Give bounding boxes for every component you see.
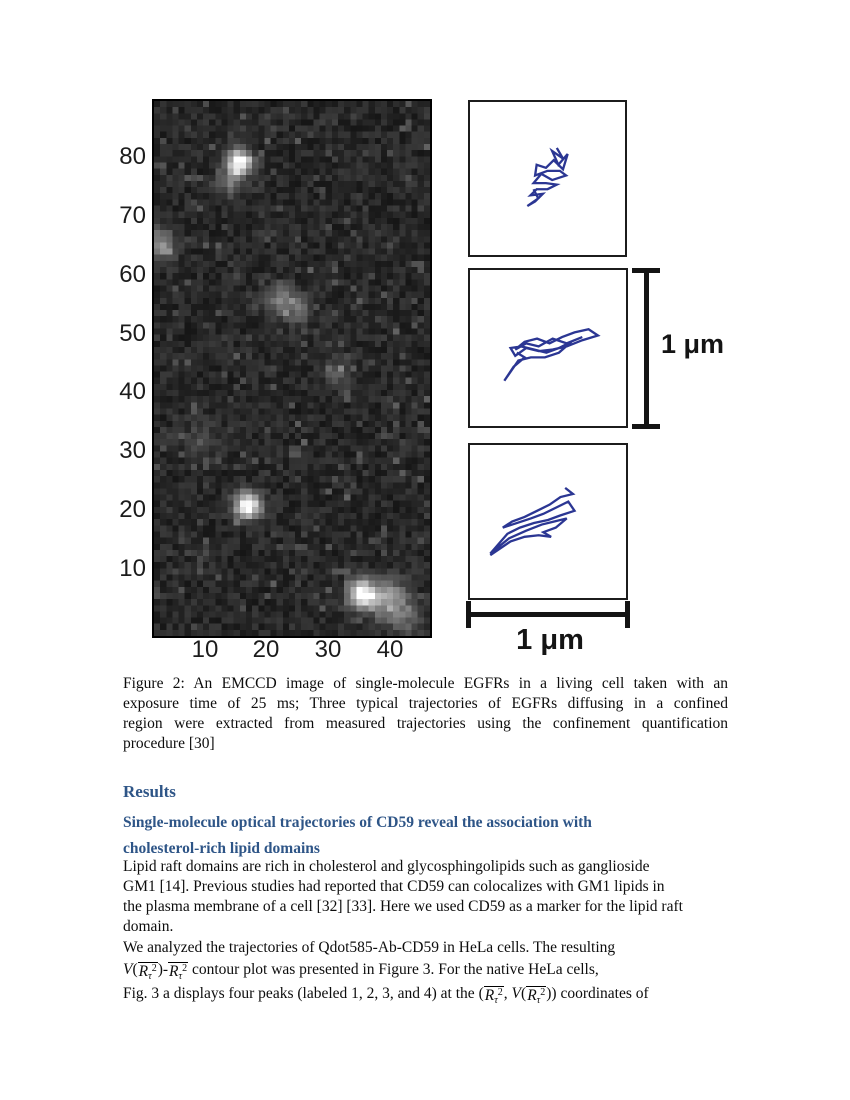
math-tau-subscript: τ <box>494 994 498 1006</box>
x-tick-20: 20 <box>252 636 280 663</box>
math-tau-subscript: τ <box>178 971 183 982</box>
y-tick-60: 60 <box>119 261 146 288</box>
trajectory-box-3 <box>468 443 628 600</box>
body-text: contour plot was presented in Figure 3. For the native HeLa cells, <box>188 961 599 978</box>
math-paren: )) <box>546 984 557 1002</box>
body-line: the plasma membrane of a cell [32] [33]. Here we used CD59 as a marker for the lipid raft <box>123 898 683 915</box>
body-line: Lipid raft domains are rich in cholesterol and glycosphingolipids such as ganglioside <box>123 858 650 875</box>
math-expression-R-tau-squared <box>168 962 188 983</box>
math-expression-R-tau-squared <box>138 962 158 983</box>
y-tick-80: 80 <box>119 143 146 170</box>
y-tick-30: 30 <box>119 437 146 464</box>
math-R: R <box>169 963 179 980</box>
scale-bar-horizontal-cap-right <box>625 601 630 628</box>
caption-line: procedure [30] <box>123 735 215 752</box>
y-tick-50: 50 <box>119 320 146 347</box>
math-paren: ( <box>132 961 138 978</box>
math-squared-superscript: 2 <box>182 963 188 974</box>
math-expression-R-tau-squared <box>484 986 504 1007</box>
math-squared-superscript: 2 <box>540 986 546 998</box>
body-line: domain. <box>123 918 174 935</box>
math-tau-subscript: τ <box>148 971 152 982</box>
math-squared-superscript: 2 <box>497 986 503 998</box>
subsection-heading-line: cholesterol-rich lipid domains <box>123 840 320 857</box>
subsection-heading-line: Single-molecule optical trajectories of CD59 reveal the association with <box>123 814 592 831</box>
scale-bar-vertical-label: 1 μm <box>661 329 725 359</box>
math-V: V <box>123 961 133 978</box>
scale-bar-horizontal <box>466 612 630 617</box>
math-R: R <box>138 963 149 980</box>
math-paren: ) <box>157 961 163 978</box>
scale-bar-vertical-cap-bottom <box>632 424 660 429</box>
trajectory-box-1 <box>468 100 627 257</box>
emccd-image <box>152 99 432 638</box>
subsection-heading <box>123 810 592 862</box>
math-V: V <box>511 984 522 1002</box>
x-tick-10: 10 <box>191 636 219 663</box>
body-line <box>123 983 649 1007</box>
body-line <box>123 959 649 983</box>
caption-line: exposure time of 25 ms; Three typical trajectories of EGFRs diffusing in a confined <box>123 695 728 712</box>
x-tick-30: 30 <box>314 636 342 663</box>
scale-bar-horizontal-label: 1 μm <box>516 624 584 656</box>
trajectory-path-1 <box>527 148 567 206</box>
body-paragraph-2 <box>123 937 649 1006</box>
math-expression-R-tau-squared <box>526 986 546 1007</box>
body-text: coordinates of <box>556 984 649 1002</box>
body-line: GM1 [14]. Previous studies had reported that CD59 can colocalizes with GM1 lipids in <box>123 878 665 895</box>
body-line: We analyzed the trajectories of Qdot585-Ab-CD59 in HeLa cells. The resulting <box>123 939 616 956</box>
trajectory-path-3 <box>490 488 574 555</box>
math-minus: - <box>162 961 169 978</box>
body-text: Fig. 3 a displays four peaks (labeled 1, 2, 3, and 4) at the <box>123 984 479 1002</box>
body-paragraph-1 <box>123 857 683 937</box>
y-tick-70: 70 <box>119 202 146 229</box>
y-tick-40: 40 <box>119 378 146 405</box>
y-tick-10: 10 <box>119 555 146 582</box>
math-squared-superscript: 2 <box>151 963 157 974</box>
trajectory-box-2 <box>468 268 628 428</box>
x-tick-40: 40 <box>376 636 404 663</box>
scale-bar-vertical <box>644 268 649 429</box>
math-R: R <box>484 986 495 1004</box>
trajectory-path-2 <box>504 329 598 380</box>
math-tau-subscript: τ <box>536 994 541 1006</box>
caption-line: region were extracted from measured trajectories using the confinement quantification <box>123 715 728 732</box>
caption-line: Figure 2: An EMCCD image of single-molecule EGFRs in a living cell taken with an <box>123 675 728 692</box>
math-paren: ( <box>478 984 484 1002</box>
math-paren: ( <box>521 984 527 1002</box>
results-heading: Results <box>123 782 176 801</box>
figure-caption <box>123 674 728 754</box>
math-comma: , <box>503 984 512 1002</box>
y-tick-20: 20 <box>119 496 146 523</box>
math-R: R <box>527 986 537 1004</box>
